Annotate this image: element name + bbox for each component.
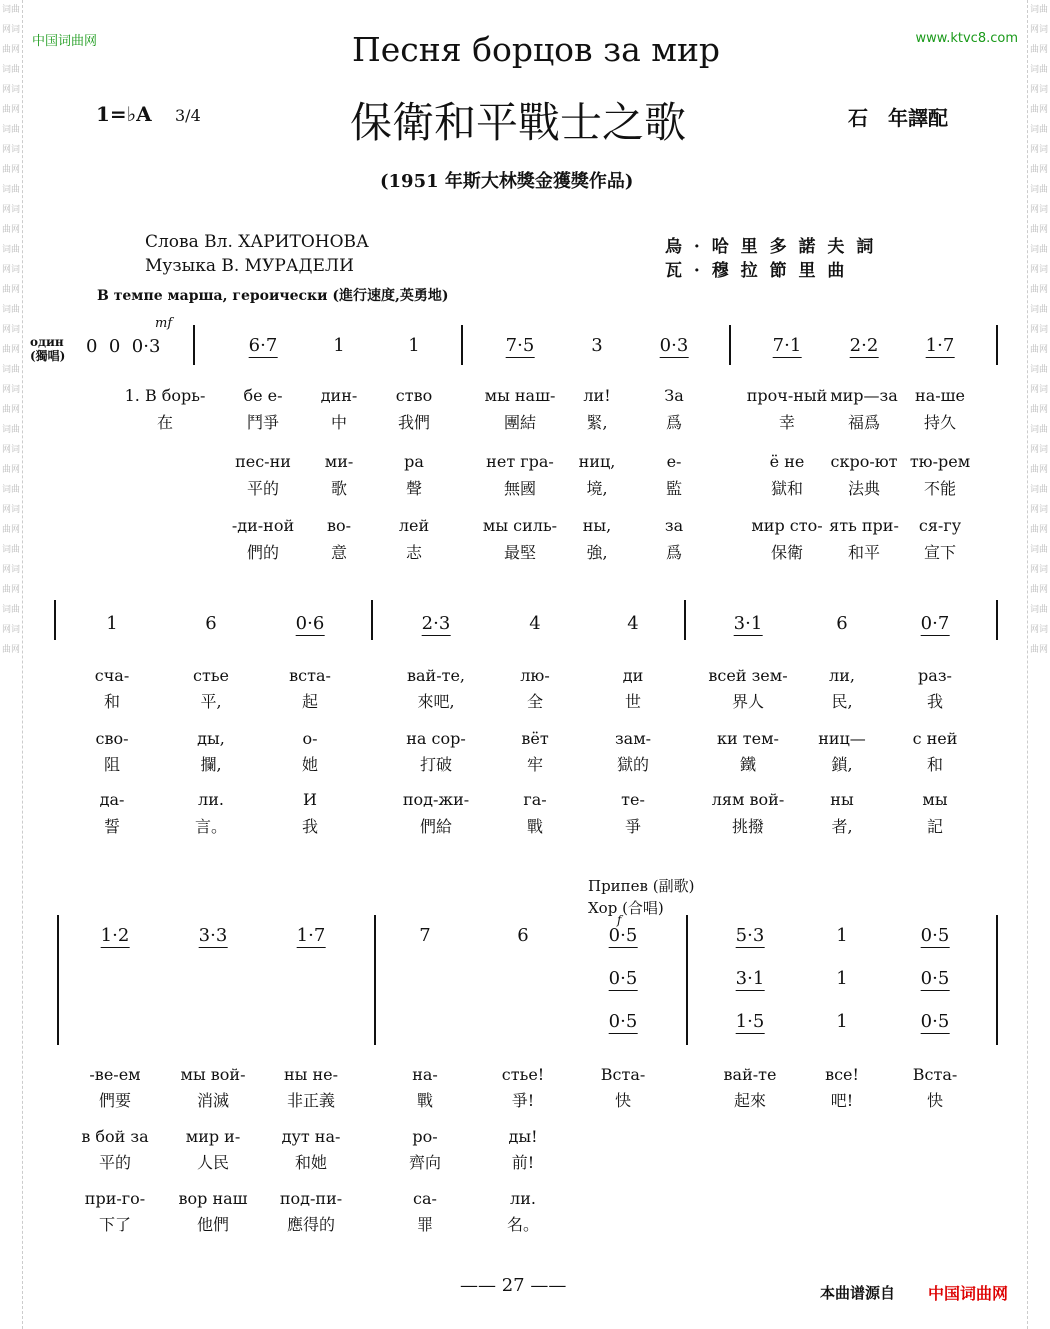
note: 4 [627,613,639,634]
lyric-chinese: 團結 [503,413,537,432]
note: 7 [419,925,431,946]
page-number-value: 27 [501,1275,525,1296]
lyric-chinese: 戰 [416,1091,434,1110]
note: 1 [106,613,118,634]
lyric-chinese: 和 [926,755,944,774]
key-signature: 1=♭A [96,102,152,126]
lyric-chinese: 快 [614,1091,632,1110]
bar-line [54,600,56,640]
note: 5·3 [735,925,765,946]
lyric-chinese: 幸 [778,413,796,432]
lyric-chinese: 鎖, [831,755,853,774]
lyric-chinese: 監 [665,479,683,498]
lyric-chinese: 不能 [923,479,957,498]
lyric-russian: ять при- [829,516,899,535]
lyric-chinese: 志 [405,543,423,562]
lyric-russian: Вста- [600,1065,646,1084]
lyric-chinese: 界人 [731,692,765,711]
lyric-chinese: 最堅 [503,543,537,562]
lyric-russian: скро-ют [830,452,898,471]
lyric-chinese: 應得的 [286,1215,336,1234]
note: 3·1 [735,968,765,989]
note: 7·1 [772,335,802,356]
lyric-chinese: 平的 [246,479,280,498]
lyric-chinese: 消滅 [196,1091,230,1110]
lyric-chinese: 言。 [194,817,228,836]
lyric-russian: вор наш [178,1189,248,1208]
lyric-chinese: 民, [831,692,853,711]
lyric-russian: под-жи- [402,790,470,809]
note: 1 [836,1011,848,1032]
lyric-chinese: 們要 [98,1091,132,1110]
lyric-chinese: 我 [926,692,944,711]
note: 2·3 [421,613,451,634]
lyric-chinese: 平的 [98,1153,132,1172]
note: 1·7 [296,925,326,946]
lyric-chinese: 和平 [847,543,881,562]
lyric-russian: лей [398,516,430,535]
lyric-russian: ся-гу [918,516,962,535]
lyric-russian: ра [404,452,424,471]
lyric-russian: все! [825,1065,859,1084]
lyric-russian: мир и- [185,1127,241,1146]
lyric-russian: мир—за [830,386,898,405]
lyric-russian: 1. В борь- [124,386,206,405]
lyric-russian: га- [523,790,547,809]
lyric-chinese: 們給 [419,817,453,836]
site-logo-left[interactable]: 中国词曲网 [32,34,98,49]
lyric-russian: За [664,386,684,405]
translator: 石 年譯配 [848,106,948,130]
lyric-chinese: 獄的 [616,755,650,774]
lyric-chinese: 攔, [200,755,222,774]
lyric-russian: ды! [508,1127,538,1146]
subtitle: (1951 年斯大林獎金獲獎作品) [380,171,634,192]
note: 2·2 [849,335,879,356]
lyric-chinese: 挑撥 [731,817,765,836]
lyric-chinese: 獄和 [770,479,804,498]
note: 1 [408,335,420,356]
right-watermark-strip: 词曲网词曲网词曲网词曲网词曲网词曲网词曲网词曲网词曲网词曲网词曲网词曲网词曲网词曲网词曲网词曲网词曲网词曲网词曲网词曲网词曲网词曲网 [1027,0,1050,1329]
choir-label: Хор (合唱) [588,899,664,917]
lyric-chinese: 世 [624,692,642,711]
note: 3·1 [733,613,763,634]
lyric-chinese: 來吧, [417,692,455,711]
lyric-chinese: 宣下 [923,543,957,562]
lyric-chinese: 保衛 [770,543,804,562]
note: 0·5 [920,1011,950,1032]
lyric-russian: ниц— [818,729,866,748]
lyric-chinese: 人民 [196,1153,230,1172]
lyric-chinese: 記 [926,817,944,836]
note: 6 [517,925,529,946]
left-watermark-strip: 词曲网词曲网词曲网词曲网词曲网词曲网词曲网词曲网词曲网词曲网词曲网词曲网词曲网词曲网词曲网词曲网词曲网词曲网词曲网词曲网词曲网词曲网 [0,0,23,1329]
lyric-chinese: 起來 [733,1091,767,1110]
note: 0·5 [608,1011,638,1032]
lyric-chinese: 起 [301,692,319,711]
note: 6 [205,613,217,634]
lyric-russian: мы вой- [180,1065,246,1084]
lyric-russian: ли. [198,790,224,809]
bar-line [729,325,731,365]
composer-russian: Музыка В. МУРАДЕЛИ [145,256,354,276]
lyric-russian: проч-ный [746,386,828,405]
lyric-chinese: 歌 [330,479,348,498]
lyric-russian: на- [412,1065,438,1084]
lyric-chinese: 鐵 [739,755,757,774]
note: 0·5 [920,925,950,946]
lyric-russian: с ней [912,729,958,748]
lyric-chinese: 快 [926,1091,944,1110]
bar-line [371,600,373,640]
lyric-chinese: 她 [301,755,319,774]
lyric-chinese: 持久 [923,413,957,432]
note: 1 [836,925,848,946]
note: 1 [333,335,345,356]
lyric-russian: ки тем- [717,729,779,748]
lyric-chinese: 罪 [416,1215,434,1234]
lyric-chinese: 強, [586,543,608,562]
lyric-chinese: 聲 [405,479,423,498]
bar-line [996,325,998,365]
lyric-russian: -ди-ной [231,516,295,535]
page-number: —— 27 —— [460,1275,567,1296]
note: 0·7 [920,613,950,634]
lyric-chinese: 和她 [294,1153,328,1172]
source-label: 本曲谱源自 [820,1284,896,1302]
lyric-chinese: 鬥爭 [246,413,280,432]
note: 0·6 [295,613,325,634]
note: 1·2 [100,925,130,946]
note: 0·5 [608,925,638,946]
lyric-chinese: 他們 [196,1215,230,1234]
note: 1 [836,968,848,989]
lyric-russian: мы силь- [482,516,558,535]
lyric-chinese: 誓 [103,817,121,836]
lyric-chinese: 戰 [526,817,544,836]
lyric-russian: е- [666,452,682,471]
dynamic-f: f [617,913,622,927]
note: 0·3 [659,335,689,356]
bar-line [374,915,376,1045]
lyric-russian: Вста- [912,1065,958,1084]
voice-label: один (獨唱) [30,335,66,363]
lyric-russian: всей зем- [708,666,788,685]
lyric-russian: во- [326,516,352,535]
lyric-russian: пес-ни [235,452,291,471]
note: 0·5 [920,968,950,989]
lyric-chinese: 境, [586,479,608,498]
lyric-russian: вёт [521,729,549,748]
lyric-chinese: 意 [330,543,348,562]
lyric-chinese: 全 [526,692,544,711]
lyric-chinese: 中 [330,413,348,432]
lyric-chinese: 前! [511,1153,535,1172]
lyric-russian: зам- [614,729,652,748]
lyric-russian: сво- [95,729,129,748]
pickup-notes: 0 0 0·3 [86,336,161,357]
composer-chinese: 瓦 · 穆 拉 節 里 曲 [665,261,845,281]
lyric-russian: мир сто- [751,516,823,535]
lyric-russian: вай-те, [406,666,466,685]
lyric-russian: -ве-ем [89,1065,141,1084]
refrain-label: Припев (副歌) [588,877,695,895]
lyric-chinese: 福爲 [847,413,881,432]
lyric-chinese: 牢 [526,755,544,774]
lyric-chinese: 們的 [246,543,280,562]
lyric-russian: ны не- [283,1065,339,1084]
lyric-russian: на-ше [915,386,965,405]
lyric-russian: ли, [829,666,855,685]
lyric-russian: лям вой- [711,790,785,809]
lyric-russian: сча- [94,666,130,685]
bar-line [686,915,688,1045]
lyric-russian: ды, [197,729,225,748]
lyric-russian: раз- [918,666,952,685]
bar-line [461,325,463,365]
lyric-russian: при-го- [84,1189,146,1208]
bar-line [57,915,59,1045]
lyric-russian: дин- [320,386,358,405]
lyric-russian: в бой за [81,1127,149,1146]
lyric-russian: дут на- [281,1127,341,1146]
lyric-chinese: 名。 [506,1215,540,1234]
lyric-chinese: 爭! [511,1091,535,1110]
lyric-russian: вста- [289,666,331,685]
note: 6·7 [248,335,278,356]
lyric-russian: тю-рем [909,452,971,471]
lyric-russian: да- [99,790,125,809]
lyric-russian: ство [395,386,433,405]
lyric-russian: ё не [769,452,805,471]
lyric-russian: те- [621,790,645,809]
lyric-chinese: 非正義 [286,1091,336,1110]
time-signature: 3/4 [175,106,201,125]
lyric-chinese: 和 [103,692,121,711]
title-chinese: 保衛和平戰士之歌 [350,98,687,147]
lyric-russian: И [303,790,317,809]
source-site[interactable]: 中国词曲网 [928,1284,1009,1303]
lyric-russian: ли! [583,386,611,405]
lyric-russian: бе е- [243,386,283,405]
lyric-chinese: 打破 [419,755,453,774]
lyric-chinese: 吧! [830,1091,854,1110]
lyric-russian: вай-те [723,1065,777,1084]
dynamic-mf: mf [155,316,173,331]
lyric-russian: ли. [510,1189,536,1208]
note: 3 [591,335,603,356]
lyric-russian: мы [922,790,948,809]
lyric-russian: стье [193,666,229,685]
lyric-russian: мы наш- [484,386,556,405]
lyric-russian: са- [413,1189,437,1208]
lyric-russian: о- [302,729,318,748]
note: 6 [836,613,848,634]
lyric-russian: ро- [412,1127,438,1146]
lyric-chinese: 齊向 [408,1153,442,1172]
lyric-chinese: 緊, [586,413,608,432]
lyric-chinese: 爲 [665,413,683,432]
lyric-russian: лю- [520,666,550,685]
lyric-chinese: 我們 [397,413,431,432]
lyricist-chinese: 烏 · 哈 里 多 諾 夫 詞 [665,237,874,257]
lyric-russian: ны, [582,516,612,535]
lyric-russian: за [664,516,684,535]
lyric-chinese: 者, [831,817,853,836]
lyric-chinese: 下了 [98,1215,132,1234]
note: 1·5 [735,1011,765,1032]
lyric-chinese: 無國 [503,479,537,498]
lyricist-russian: Слова Вл. ХАРИТОНОВА [145,232,369,252]
lyric-russian: ми- [324,452,354,471]
lyric-chinese: 在 [156,413,174,432]
note: 1·7 [925,335,955,356]
note: 7·5 [505,335,535,356]
tempo-marking: В темпе марша, героически (進行速度,英勇地) [97,288,449,304]
lyric-chinese: 法典 [847,479,881,498]
lyric-russian: под-пи- [279,1189,343,1208]
lyric-chinese: 我 [301,817,319,836]
site-url-right[interactable]: www.ktvc8.com [915,31,1018,46]
lyric-russian: ди [622,666,644,685]
lyric-russian: нет гра- [486,452,554,471]
lyric-chinese: 阻 [103,755,121,774]
bar-line [996,600,998,640]
note: 4 [529,613,541,634]
lyric-russian: на сор- [406,729,466,748]
lyric-russian: ниц, [578,452,616,471]
note: 0·5 [608,968,638,989]
title-russian: Песня борцов за мир [352,30,721,69]
note: 3·3 [198,925,228,946]
lyric-chinese: 平, [200,692,222,711]
bar-line [996,915,998,1045]
bar-line [193,325,195,365]
lyric-chinese: 爭 [624,817,642,836]
lyric-russian: стье! [501,1065,545,1084]
bar-line [684,600,686,640]
lyric-chinese: 爲 [665,543,683,562]
lyric-russian: ны [830,790,854,809]
